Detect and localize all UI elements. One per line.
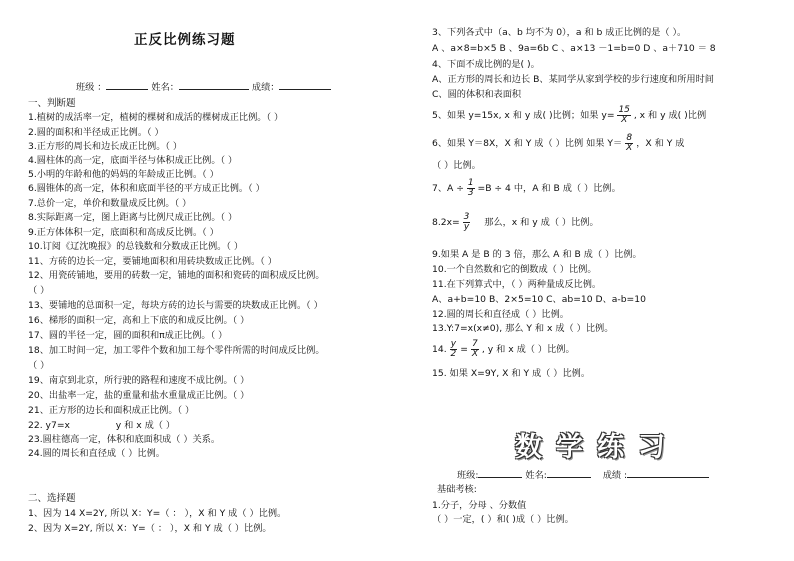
question-options: A、a+b=10 B、2×5=10 C、ab=10 D、a-b=10 [432,294,646,305]
fraction: $\frac{7}{X}$ [471,339,478,359]
question-item: 9.如果 A 是 B 的 3 倍，那么 A 和 B 成（ ）比例。 [432,249,642,260]
score-label: 成绩 : [602,470,628,481]
header-fields [457,469,709,481]
question-item: 19、南京到北京，所行驶的路程和速度不成比例。（ ） [28,375,250,386]
question-item: 8.2x= $\frac{3}{y}$ 那么，x 和 y 成（ ）比例。 [432,212,599,232]
question-item: 1、因为 14 X=2Y, 所以 X：Y=（ ： ），X 和 Y 成（ ）比例。 [28,508,287,519]
fraction: $\frac{1}{3}$ [467,178,474,198]
question-item: 5、如果 y=15x, x 和 y 成( )比例；如果 y= $\frac{15}{X}$ , x 和 y 成( )比例 [432,105,707,125]
question-item-blanks: （ ）一定，( ）和( )成（ ）比例。 [432,514,574,525]
question-item: 17、圆的半径一定，圆的面积和π成正比例。（ ） [28,330,228,341]
question-item: 16、梯形的面积一定，高和上下底的和成反比例。（ ） [28,315,250,326]
question-item: 22. y7=x y 和 x 成（ ） [28,420,176,431]
question-item: 11、方砖的边长一定，要铺地面积和用砖块数成正比例。（ ） [28,256,277,267]
question-item: 13、要铺地的总面积一定，每块方砖的边长与需要的块数成正比例。（ ） [28,300,323,311]
question-item: 10.订阅《辽沈晚报》的总钱数和分数成正比例。（ ） [28,241,244,252]
question-item: 7、A ÷ $\frac{1}{3}$ =B ÷ 4 中，A 和 B 成（ ）比例。 [432,178,621,198]
question-item: 18、加工时间一定，加工零件个数和加工每个零件所需的时间成反比例。 [28,345,325,356]
score-label: 成绩： [251,82,280,93]
question-item: 13.Y:7=x(x≠0), 那么 Y 和 x 成（ ）比例。 [432,323,614,334]
question-item: （ ） [28,360,50,371]
question-item: 8.实际距离一定，图上距离与比例尺成正比例。（ ） [28,212,238,223]
right-page [397,0,794,561]
question-item: 4.圆柱体的高一定，底面半径与体积成正比例。（ ） [28,155,238,166]
question-item: 5.小明的年龄和他的妈妈的年龄成正比例。（ ） [28,169,219,180]
question-item: 10.一个自然数和它的倒数成（ ）比例。 [432,264,597,275]
name-field[interactable] [179,81,249,90]
section-choice-title: 二、选择题 [28,493,76,504]
question-item: 14. $\frac{y}{2}$ = $\frac{7}{X}$ , y 和 x 成（ ）比例。 [432,339,575,359]
question-item: 3、下列各式中（a、b 均不为 0），a 和 b 成正比例的是（ ）。 [432,27,687,38]
class-label: 班级: [457,470,479,481]
question-options: A、正方形的周长和边长 B、某同学从家到学校的步行速度和所用时间 [432,74,714,85]
fraction: $\frac{y}{2}$ [450,339,457,359]
question-item: 6、如果 Y＝8X，X 和 Y 成（ ）比例 如果 Y＝ $\frac{8}{X}$ ，X 和 Y 成 [432,133,685,153]
question-item: 20、出盐率一定，盐的重量和盐水重量成正比例。（ ） [28,390,250,401]
fraction: $\frac{3}{y}$ [463,212,470,232]
page-title: 正反比例练习题 [134,32,236,48]
question-item: 7.总价一定，单价和数量成反比例。（ ） [28,198,192,209]
name-label: 姓名： [151,82,179,93]
math-practice-title: 数学练习 [515,432,679,463]
question-item: 2.圆的面积和半径成正比例。（ ） [28,127,164,138]
question-item-cont: （ ）比例。 [432,160,481,171]
question-item: 11.在下列算式中，（ ）两种量成反比例。 [432,279,602,290]
question-item: 24.圆的周长和直径成（ ）比例。 [28,448,165,459]
question-item: 6.圆锥体的高一定，体积和底面半径的平方成正比例。（ ） [28,183,265,194]
score-field[interactable] [627,469,709,478]
question-item: 3.正方形的周长和边长成正比例。（ ） [28,141,183,152]
question-item: 15. 如果 X=9Y, X 和 Y 成（ ）比例。 [432,368,591,379]
question-item: 21、正方形的边长和面积成正比例。（ ） [28,405,195,416]
name-label: 姓名: [525,470,547,481]
header-fields: 班级 ： 姓名： 成绩： [76,81,331,93]
fraction: $\frac{8}{X}$ [626,133,633,153]
class-field[interactable] [106,81,148,90]
basic-section-title: 基础考核: [437,484,477,495]
question-item: （ ） [28,285,50,296]
question-item: 12.圆的周长和直径成（ ）比例。 [432,309,569,320]
section-judgement-title: 一、判断题 [28,98,76,109]
question-options: A 、a×8=b×5 B 、9a=6b C 、a×13 －1=b=0 D 、a＋710 ＝ 8 [432,43,716,54]
question-item: 1.分子，分母 、分数值 [432,500,527,511]
question-item: 2、因为 X=2Y, 所以 X：Y=（ ： ），X 和 Y 成（ ）比例。 [28,523,272,534]
question-item: 4、下面不成比例的是( )。 [432,59,540,70]
question-item: 1.植树的成活率一定，植树的棵树和成活的棵树成正比例。（ ） [28,112,284,123]
score-field[interactable] [279,81,331,90]
class-label: 班级 [76,82,95,93]
question-item: 23.圆柱德高一定，体积和底面积成（ ）关系。 [28,434,221,445]
question-item: 12、用瓷砖铺地，要用的砖数一定，铺地的面积和瓷砖的面积成反比例。 [28,270,325,281]
name-field[interactable] [547,469,591,478]
question-options: C、圆的体积和表面积 [432,89,522,100]
question-item: 9.正方体体积一定，底面积和高成反比例。（ ） [28,227,219,238]
class-field[interactable] [478,469,522,478]
fraction: $\frac{15}{X}$ [618,105,630,125]
